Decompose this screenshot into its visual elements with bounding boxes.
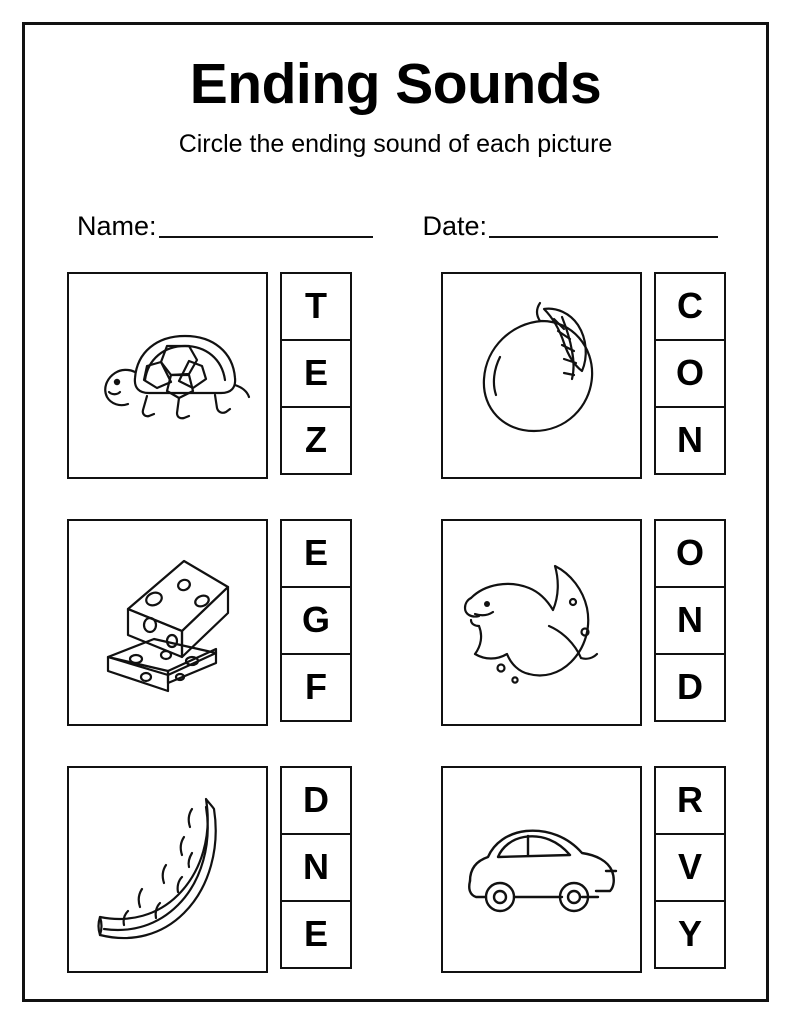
choice-option[interactable]: O [654,519,726,588]
choice-option[interactable]: R [654,766,726,835]
choice-option[interactable]: V [654,833,726,902]
date-label: Date: [422,210,488,241]
choice-option[interactable]: C [654,272,726,341]
picture-box [67,766,268,973]
exercise-item [441,272,726,479]
page-title: Ending Sounds [189,52,602,116]
turtle-icon [79,300,257,450]
exercise-item [441,519,726,726]
choice-column [654,766,726,969]
choice-column [654,519,726,722]
choice-option[interactable]: N [280,833,352,902]
date-write-line[interactable] [489,226,718,238]
choice-option[interactable]: E [280,339,352,408]
date-field [373,211,719,242]
picture-box [67,272,268,479]
choice-option[interactable]: E [280,519,352,588]
choice-option[interactable]: Z [280,406,352,475]
worksheet-border [22,22,769,1002]
choice-column [280,272,352,475]
exercise-item [67,766,352,973]
dolphin-icon [453,542,631,702]
choice-option[interactable]: Y [654,900,726,969]
car-icon [454,807,630,931]
choice-option[interactable]: O [654,339,726,408]
name-label: Name: [77,210,157,241]
exercise-grid [25,272,766,973]
choice-option[interactable]: D [654,653,726,722]
exercise-item [67,519,352,726]
page-subtitle: Circle the ending sound of each picture [178,129,613,158]
picture-box [441,272,642,479]
choice-option[interactable]: E [280,900,352,969]
cheese-icon [80,543,256,701]
watermelon-icon [82,793,254,945]
name-field [77,211,373,242]
mango-icon [458,295,626,455]
choice-column [280,519,352,722]
choice-column [654,272,726,475]
choice-option[interactable]: N [654,586,726,655]
picture-box [441,519,642,726]
choice-option[interactable]: G [280,586,352,655]
exercise-item [441,766,726,973]
picture-box [441,766,642,973]
choice-column [280,766,352,969]
name-write-line[interactable] [159,226,373,238]
choice-option[interactable]: N [654,406,726,475]
picture-box [67,519,268,726]
choice-option[interactable]: D [280,766,352,835]
name-date-row [25,211,766,242]
choice-option[interactable]: F [280,653,352,722]
choice-option[interactable]: T [280,272,352,341]
exercise-item [67,272,352,479]
